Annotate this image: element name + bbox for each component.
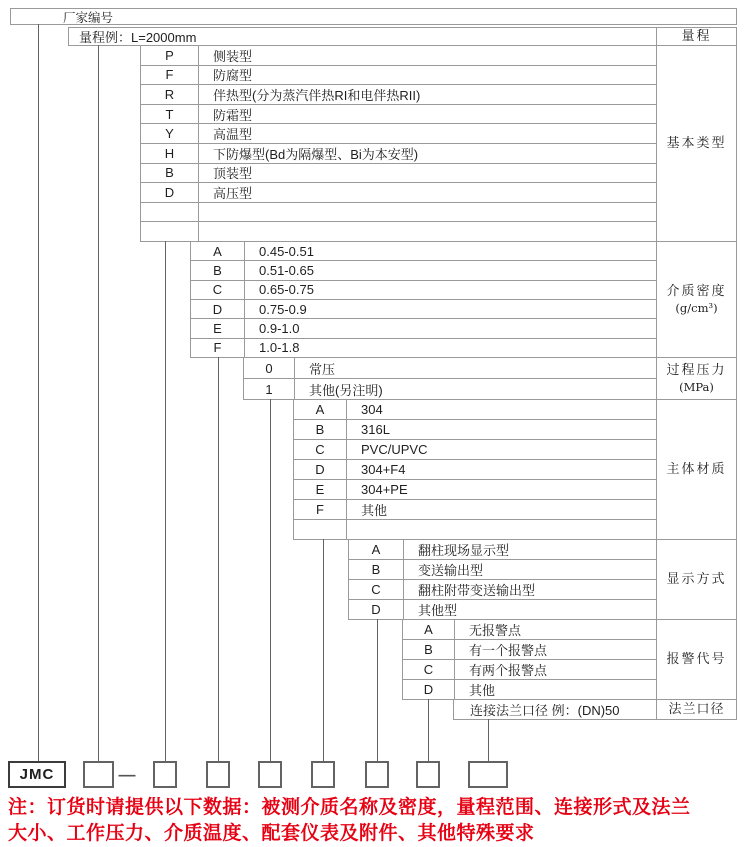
option-desc: 变送输出型 — [418, 563, 484, 578]
option-desc: 0.45-0.51 — [259, 243, 314, 259]
option-row — [403, 620, 656, 640]
option-desc: 无报警点 — [469, 623, 522, 638]
option-row — [294, 480, 656, 500]
option-row — [141, 183, 656, 203]
connector-line-vendor — [38, 24, 39, 761]
option-desc: 304 — [361, 402, 383, 417]
option-row — [141, 105, 656, 125]
option-desc: 其他 — [361, 503, 388, 518]
option-code: F — [294, 500, 347, 519]
option-row — [244, 358, 656, 379]
display-section — [348, 540, 737, 620]
option-desc: 304+F4 — [361, 462, 406, 477]
model-code-box-flange — [468, 761, 508, 788]
model-code-box-basic — [153, 761, 177, 788]
option-desc: 高温型 — [213, 127, 253, 143]
option-desc: 顶装型 — [213, 166, 253, 182]
option-desc: 其他型 — [418, 603, 458, 618]
option-code: C — [294, 440, 347, 459]
option-row — [349, 580, 656, 600]
option-code: B — [349, 560, 404, 579]
option-desc: 高压型 — [213, 185, 253, 201]
flange-row — [454, 700, 656, 719]
option-desc: 1.0-1.8 — [259, 340, 300, 356]
option-row — [244, 379, 656, 399]
option-row — [403, 660, 656, 680]
option-row — [294, 440, 656, 460]
option-code: T — [141, 105, 199, 124]
model-code-box-material — [311, 761, 335, 788]
connector-line-range — [98, 45, 99, 761]
option-code: Y — [141, 124, 199, 143]
option-row — [191, 319, 656, 338]
option-code: D — [403, 680, 455, 699]
option-desc: 翻柱附带变送输出型 — [418, 583, 536, 598]
option-code: F — [141, 66, 199, 85]
option-code: P — [141, 46, 199, 65]
option-desc: 0.75-0.9 — [259, 301, 307, 317]
option-code: R — [141, 85, 199, 104]
option-row-empty — [141, 203, 656, 223]
option-desc: 304+PE — [361, 482, 408, 497]
option-desc: 0.51-0.65 — [259, 262, 314, 278]
option-desc: 侧装型 — [213, 48, 253, 64]
order-note — [8, 795, 748, 847]
option-code: B — [141, 164, 199, 183]
option-row — [349, 600, 656, 619]
option-row — [191, 281, 656, 300]
option-desc: 伴热型(分为蒸汽伴热RI和电伴热RII) — [213, 87, 421, 103]
option-row — [349, 540, 656, 560]
option-row — [191, 261, 656, 280]
option-desc: 下防爆型(Bd为隔爆型、Bi为本安型) — [213, 146, 419, 162]
model-code-box-density — [206, 761, 230, 788]
option-code: E — [294, 480, 347, 499]
option-desc: 其他 — [469, 683, 496, 698]
option-row — [141, 164, 656, 184]
alarm-code-label: 报警代号 — [656, 620, 736, 699]
option-desc: 防霜型 — [213, 107, 253, 123]
option-code: C — [191, 281, 245, 299]
option-code: A — [349, 540, 404, 559]
option-row — [294, 460, 656, 480]
option-row — [191, 339, 656, 357]
option-row — [191, 242, 656, 261]
pressure-unit: (MPa) — [679, 379, 714, 394]
order-note-line-2: 大小、工作压力、介质温度、配套仪表及附件、其他特殊要求 — [8, 823, 535, 844]
option-code: A — [294, 400, 347, 419]
pressure-section — [243, 358, 737, 400]
flange-label: 法兰口径 — [656, 700, 736, 719]
density-unit: (g/cm³) — [675, 300, 718, 315]
option-row — [141, 144, 656, 164]
option-desc: 防腐型 — [213, 68, 253, 84]
option-desc: 0.65-0.75 — [259, 282, 314, 298]
option-code: H — [141, 144, 199, 163]
model-code-box-range — [83, 761, 114, 788]
option-code: A — [191, 242, 245, 260]
connector-line-flange — [488, 719, 489, 761]
option-row — [294, 400, 656, 420]
vendor-code-label: 厂家编号 — [63, 10, 114, 25]
option-code: C — [403, 660, 455, 679]
option-desc: 常压 — [309, 361, 336, 377]
model-prefix-box — [8, 761, 66, 788]
connector-line-basic — [165, 241, 166, 761]
model-prefix: JMC — [19, 766, 55, 783]
connector-line-material — [323, 539, 324, 761]
display-mode-label: 显示方式 — [656, 540, 736, 619]
option-code: A — [403, 620, 455, 639]
option-desc: 316L — [361, 422, 390, 437]
option-code: 1 — [244, 379, 295, 399]
range-label: 量程 — [656, 28, 736, 45]
option-code: 0 — [244, 358, 295, 378]
option-row — [141, 46, 656, 66]
connector-line-display — [377, 619, 378, 761]
option-row — [403, 680, 656, 699]
vendor-code-box — [10, 8, 737, 25]
basic-type-label: 基本类型 — [656, 46, 736, 241]
pressure-label: 过程压力 (MPa) — [656, 358, 736, 399]
order-note-line-1: 注：订货时请提供以下数据：被测介质名称及密度，量程范围、连接形式及法兰 — [8, 797, 691, 818]
option-row — [141, 66, 656, 86]
density-label: 介质密度 (g/cm³) — [656, 242, 736, 357]
model-code-box-alarm — [416, 761, 440, 788]
alarm-section — [402, 620, 737, 700]
basic-type-section — [140, 46, 737, 242]
range-section — [68, 27, 737, 46]
model-code-box-pressure — [258, 761, 282, 788]
range-row — [69, 28, 656, 45]
connector-line-pressure — [270, 399, 271, 761]
flange-section — [453, 700, 737, 720]
option-row — [349, 560, 656, 580]
option-code: D — [141, 183, 199, 202]
option-desc: 翻柱现场显示型 — [418, 543, 510, 558]
model-dash: — — [118, 764, 136, 784]
option-row — [141, 124, 656, 144]
option-row — [403, 640, 656, 660]
option-code: B — [403, 640, 455, 659]
model-code-box-display — [365, 761, 389, 788]
material-section — [293, 400, 737, 540]
option-code: B — [191, 261, 245, 279]
option-row — [141, 85, 656, 105]
density-section — [190, 242, 737, 358]
option-code: F — [191, 339, 245, 357]
option-code: E — [191, 319, 245, 337]
connector-line-density — [218, 357, 219, 761]
option-code: C — [349, 580, 404, 599]
option-code: D — [191, 300, 245, 318]
option-row-empty — [141, 222, 656, 241]
flange-text: 连接法兰口径 例：(DN)50 — [470, 703, 620, 718]
option-desc: 有一个报警点 — [469, 643, 548, 658]
option-code: B — [294, 420, 347, 439]
material-label: 主体材质 — [656, 400, 736, 539]
option-code: D — [294, 460, 347, 479]
option-row — [294, 420, 656, 440]
option-code: D — [349, 600, 404, 619]
option-row — [294, 500, 656, 520]
option-row — [191, 300, 656, 319]
option-desc: 有两个报警点 — [469, 663, 548, 678]
option-desc: 其他(另注明) — [309, 382, 383, 398]
option-desc: PVC/UPVC — [361, 442, 428, 457]
connector-line-alarm — [428, 699, 429, 761]
option-desc: 0.9-1.0 — [259, 320, 300, 336]
option-row-empty — [294, 520, 656, 539]
range-example-text: 量程例：L=2000mm — [79, 30, 197, 45]
